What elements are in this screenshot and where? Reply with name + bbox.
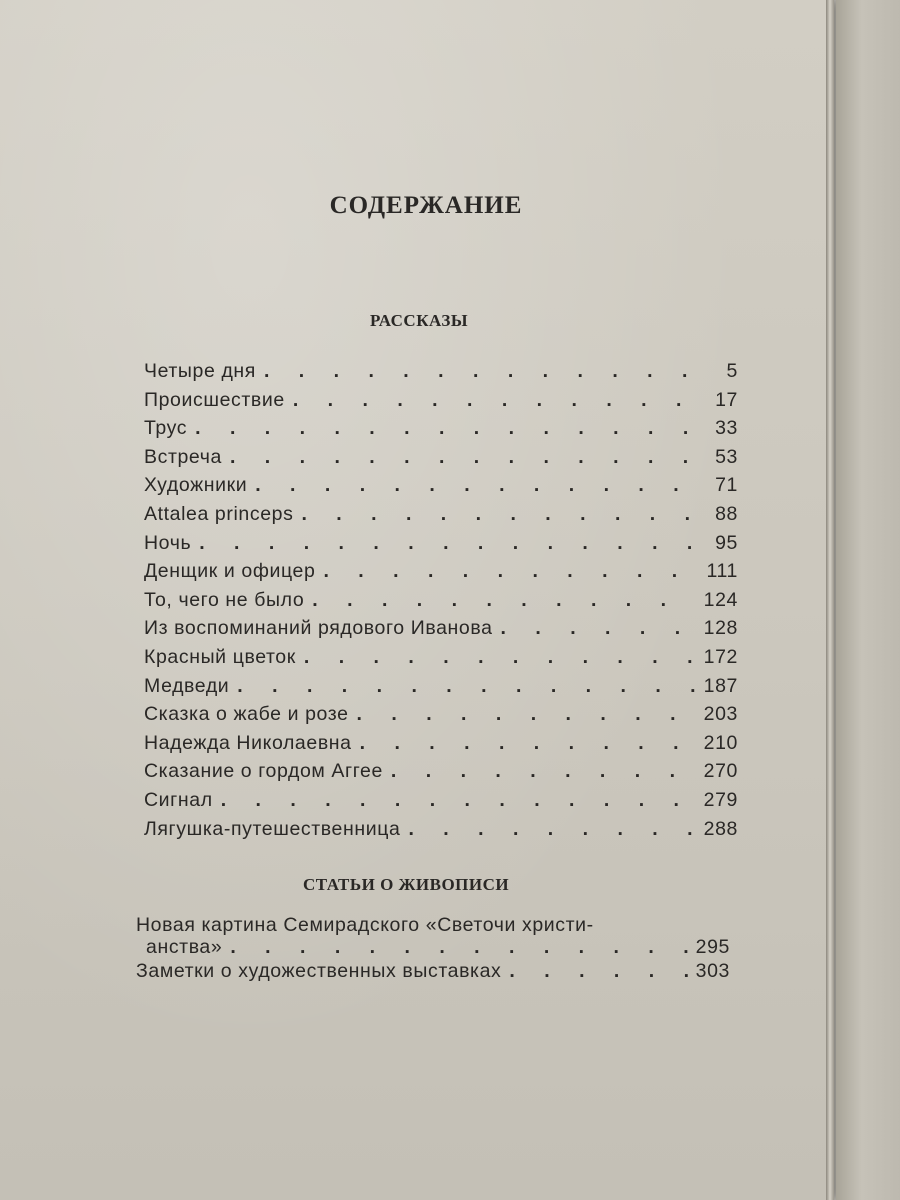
page-edge: [826, 0, 834, 1200]
toc-entry-title: Медведи: [144, 674, 230, 697]
toc-entry-title: Надежда Николаевна: [144, 731, 352, 754]
toc-entry-title: Денщик и офицер: [144, 560, 316, 583]
dot-leader: [304, 646, 696, 669]
toc-entry: [144, 474, 738, 503]
dot-leader: [408, 818, 695, 841]
toc-entry-page: 17: [715, 388, 738, 411]
section-heading-stories: РАССКАЗЫ: [370, 311, 469, 330]
dot-leader: [357, 703, 696, 726]
toc-entry: [144, 360, 738, 389]
toc-entry-page: 279: [703, 788, 738, 811]
dot-leader: [237, 675, 695, 698]
toc-entry: [144, 446, 738, 475]
toc-entry-continuation: [136, 936, 730, 960]
toc-entry: [144, 732, 738, 761]
toc-entry: [136, 914, 730, 936]
toc-entry: [144, 617, 738, 646]
toc-entry-title: Заметки о художественных выставках: [136, 960, 502, 982]
next-page-edge: [836, 0, 900, 1200]
toc-entry-title: Происшествие: [144, 388, 285, 411]
dot-leader: [301, 503, 700, 526]
toc-entry: [144, 646, 738, 675]
toc-stories: [144, 360, 738, 846]
toc-articles: [136, 914, 730, 984]
dot-leader: [221, 789, 696, 812]
toc-entry-title: Четыре дня: [144, 360, 256, 382]
toc-entry: [144, 532, 738, 561]
dot-leader: [360, 732, 696, 755]
dot-leader: [255, 474, 700, 497]
toc-entry-title: Из воспоминаний рядового Иванова: [144, 617, 493, 640]
toc-entry-page: 88: [715, 502, 738, 525]
dot-leader: [312, 589, 695, 612]
toc-entry: [144, 417, 738, 446]
toc-entry-page: 33: [715, 417, 738, 440]
dot-leader: [199, 532, 700, 555]
toc-entry-title: То, чего не было: [144, 588, 305, 611]
toc-entry: [144, 389, 738, 418]
toc-entry-page: 111: [706, 560, 738, 583]
toc-entry-title: Трус: [144, 417, 188, 440]
toc-entry-title: Лягушка-путешественница: [144, 817, 401, 840]
toc-entry-page: 172: [703, 645, 738, 668]
toc-entry: [144, 789, 738, 818]
toc-entry: [144, 818, 738, 847]
toc-entry-page: 128: [703, 617, 738, 640]
toc-entry-page: 210: [703, 731, 738, 754]
toc-entry: [144, 675, 738, 704]
dot-leader: [230, 936, 687, 959]
toc-entry-page: 53: [715, 445, 738, 468]
toc-entry-page: 270: [703, 760, 738, 783]
toc-entry-title: Attalea princeps: [144, 502, 294, 525]
section-heading-articles: СТАТЬИ О ЖИВОПИСИ: [303, 875, 510, 894]
toc-entry-page: 124: [703, 588, 738, 611]
toc-entry: [144, 760, 738, 789]
toc-entry-title: Красный цветок: [144, 645, 296, 668]
toc-entry: [144, 560, 738, 589]
page-title: СОДЕРЖАНИЕ: [329, 192, 523, 219]
toc-entry-title: Сказание о гордом Аггее: [144, 760, 383, 783]
toc-entry-page: 203: [703, 703, 738, 726]
dot-leader: [264, 360, 700, 383]
toc-entry: [144, 703, 738, 732]
toc-entry: [136, 960, 730, 984]
toc-entry-title-line2: анства»: [146, 936, 223, 958]
toc-entry-title-line1: Новая картина Семирадского «Светочи христи-: [136, 914, 594, 936]
dot-leader: [323, 560, 698, 583]
toc-entry-page: 295: [695, 936, 730, 958]
toc-entry: [144, 589, 738, 618]
toc-entry-title: Художники: [144, 474, 248, 497]
toc-entry-page: 288: [703, 817, 738, 840]
dot-leader: [501, 617, 696, 640]
toc-entry-title: Встреча: [144, 445, 222, 468]
dot-leader: [293, 389, 700, 412]
toc-entry-page: 71: [715, 474, 738, 497]
toc-entry-title: Ночь: [144, 531, 192, 554]
toc-entry-page: 303: [695, 960, 730, 982]
toc-entry-page: 95: [715, 531, 738, 554]
toc-entry-title: Сигнал: [144, 788, 213, 811]
toc-entry-title: Сказка о жабе и розе: [144, 703, 349, 726]
toc-entry-page: 187: [703, 674, 738, 697]
toc-entry-page: 5: [726, 360, 738, 382]
toc-entry: [144, 503, 738, 532]
dot-leader: [230, 446, 700, 469]
dot-leader: [391, 760, 696, 783]
dot-leader: [509, 960, 687, 983]
dot-leader: [195, 417, 700, 440]
